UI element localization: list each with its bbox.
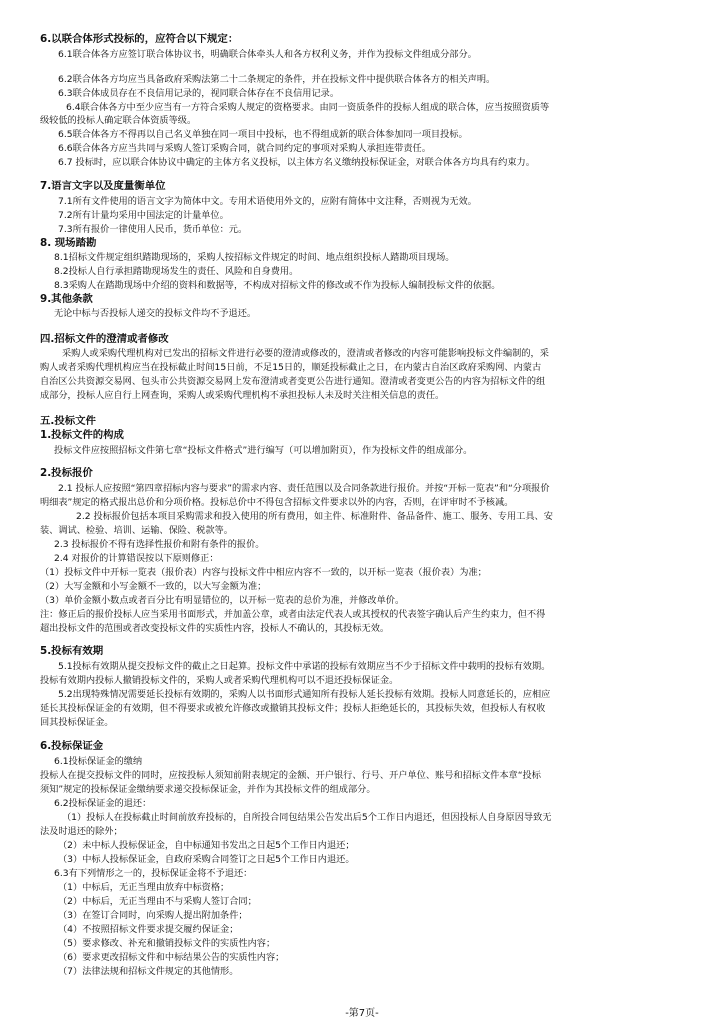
text-line: 6.6联合体各方应当共同与采购人签订采购合同，就合同约定的事项对采购人承担连带责任。: [58, 143, 431, 154]
text-line: 6.2投标保证金的退还：: [54, 798, 152, 809]
text-line: 装、调试、检验、培训、运输、保险、税款等。: [40, 525, 233, 536]
text-line: （1）中标后，无正当理由放弃中标资格；: [58, 882, 230, 893]
text-line: （3）在签订合同时，向采购人提出附加条件；: [58, 910, 248, 921]
text-line: 5.1投标有效期从提交投标文件的截止之日起算。投标文件中承诺的投标有效期应当不少于招标文件中载明的投标有效期。: [58, 661, 551, 672]
text-line: 须知”规定的投标保证金缴纳要求递交投标保证金，并作为其投标文件的组成部分。: [40, 784, 376, 795]
text-line: 2.1 投标人应按照“第四章招标内容与要求”的需求内容、责任范围以及合同条款进行报价。并按“开标一览表”和“分项报价: [58, 483, 550, 494]
heading-validity-period: 5.投标有效期: [40, 645, 104, 657]
text-line: （4）不按照招标文件要求提交履约保证金；: [58, 924, 239, 935]
text-line: 6.1投标保证金的缴纳: [54, 756, 143, 767]
text-line: 延长其投标保证金的有效期，但不得要求或被允许修改或撤销其投标文件；投标人拒绝延长的，其投标失效，但投标人有权收: [40, 703, 546, 714]
heading-bid-security: 6.投标保证金: [40, 740, 104, 752]
text-line: 成部分，投标人应自行上网查询，采购人或采购代理机构不承担投标人未及时关注相关信息的责任。: [40, 390, 445, 401]
text-line: （2）未中标人投标保证金，自中标通知书发出之日起5个工作日内退还；: [58, 840, 355, 851]
text-line: 购人或者采购代理机构应当在投标截止时间15日前，不足15日的，顺延投标截止之日，在内蒙古自治区政府采购网、内蒙古: [40, 362, 542, 373]
text-line: 8.2投标人自行承担踏勘现场发生的责任、风险和自身费用。: [54, 266, 299, 277]
text-line: 7.1所有文件使用的语言文字为简体中文。专用术语使用外文的，应附有简体中文注释，否则视为无效。: [58, 196, 477, 207]
text-line: 6.3有下列情形之一的，投标保证金将不予退还：: [54, 868, 253, 879]
text-line: （5）要求修改、补充和撤销投标文件的实质性内容；: [58, 938, 276, 949]
text-line: （7）法律法规和招标文件规定的其他情形。: [58, 966, 239, 977]
heading-document-composition: 1.投标文件的构成: [40, 429, 124, 441]
text-line: （1）投标文件中开标一览表（报价表）内容与投标文件中相应内容不一致的，以开标一览表（报价表）为准；: [40, 567, 487, 578]
text-line: 投标人在提交投标文件的同时，应按投标人须知前附表规定的金额、开户银行、行号、开户单位、账号和招标文件本章“投标: [40, 770, 541, 781]
heading-bid-price: 2.投标报价: [40, 467, 93, 479]
text-line: （3）单价金额小数点或者百分比有明显错位的，以开标一览表的总价为准，并修改单价。: [40, 595, 405, 606]
text-line: 投标文件应按照招标文件第七章“投标文件格式”进行编写（可以增加附页），作为投标文件的组成部分。: [54, 445, 473, 456]
text-line: 7.3所有报价一律使用人民币，货币单位：元。: [58, 224, 248, 235]
heading-consortium-rules: 6.以联合体形式投标的，应符合以下规定：: [40, 33, 239, 45]
text-line: 6.4联合体各方中至少应当有一方符合采购人规定的资格要求。由同一资质条件的投标人组成的联合体，应当按照资质等: [66, 102, 550, 113]
heading-bid-documents: 五.投标文件: [40, 415, 96, 427]
text-line: 7.2所有计量均采用中国法定的计量单位。: [58, 210, 229, 221]
page-number: -第7页-: [345, 1008, 379, 1019]
text-line: 投标有效期内投标人撤销投标文件的，采购人或者采购代理机构可以不退还投标保证金。: [40, 675, 399, 686]
text-line: 6.3联合体成员存在不良信用记录的，视同联合体存在不良信用记录。: [58, 88, 340, 99]
text-line: 回其投标保证金。: [40, 717, 114, 728]
text-line: 6.5联合体各方不得再以自己名义单独在同一项目中投标，也不得组成新的联合体参加同一项目投标。: [58, 129, 468, 140]
text-line: 6.1联合体各方应签订联合体协议书，明确联合体牵头人和各方权利义务，并作为投标文件组成分部分。: [58, 49, 477, 60]
text-line: 采购人或采购代理机构对已发出的招标文件进行必要的澄清或修改的，澄清或者修改的内容可能影响投标文件编制的，采: [62, 348, 549, 359]
heading-site-visit: 8. 现场踏勘: [40, 237, 97, 249]
text-line: 级较低的投标人确定联合体资质等级。: [40, 115, 197, 126]
heading-clarification: 四.招标文件的澄清或者修改: [40, 333, 169, 345]
text-line: 5.2出现特殊情况需要延长投标有效期的，采购人以书面形式通知所有投标人延长投标有效期。投标人同意延长的，应相应: [58, 689, 551, 700]
text-line: 超出投标文件的范围或者改变投标文件的实质性内容，投标人不确认的，其投标无效。: [40, 623, 390, 634]
text-line: 8.1招标文件规定组织踏勘现场的，采购人按招标文件规定的时间、地点组织投标人踏勘项目现场。: [54, 252, 455, 263]
text-line: 注：修正后的报价投标人应当采用书面形式，并加盖公章，或者由法定代表人或其授权的代表签字确认后产生约束力，但不得: [40, 609, 546, 620]
text-line: 2.2 投标报价包括本项目采购需求和投入使用的所有费用，如主件、标准附件、备品备件、施工、服务、专用工具、安: [76, 511, 553, 522]
text-line: 明细表”规定的格式报出总价和分项价格。投标总价中不得包含招标文件要求以外的内容，否则，在评审时不予核减。: [40, 497, 514, 508]
text-line: （2）大写金额和小写金额不一致的，以大写金额为准；: [40, 581, 267, 592]
text-line: 自治区公共资源交易网、包头市公共资源交易网上发布澄清或者变更公告进行通知。澄清或者变更公告的内容为招标文件的组: [40, 376, 546, 387]
heading-language-units: 7.语言文字以及度量衡单位: [40, 180, 166, 192]
text-line: 无论中标与否投标人递交的投标文件均不予退还。: [54, 308, 257, 319]
text-line: （6）要求更改招标文件和中标结果公告的实质性内容；: [58, 952, 285, 963]
text-line: 6.2联合体各方均应当具备政府采购法第二十二条规定的条件，并在投标文件中提供联合体各方的相关声明。: [58, 74, 496, 85]
text-line: 2.3 投标报价不得有选择性报价和附有条件的报价。: [54, 539, 265, 550]
text-line: 2.4 对报价的计算错误按以下原则修正：: [54, 553, 219, 564]
text-line: （2）中标后，无正当理由不与采购人签订合同；: [58, 896, 257, 907]
heading-other-terms: 9.其他条款: [40, 293, 93, 305]
text-line: 法及时退还的除外；: [40, 826, 123, 837]
text-line: 8.3采购人在踏勘现场中介绍的资料和数据等，不构成对招标文件的修改或不作为投标人编制投标文件的依据。: [54, 280, 501, 291]
text-line: （3）中标人投标保证金，自政府采购合同签订之日起5个工作日内退还。: [58, 854, 355, 865]
text-line: 6.7 投标时，应以联合体协议中确定的主体方名义投标，以主体方名义缴纳投标保证金，对联合体各方均具有约束力。: [58, 157, 535, 168]
text-line: （1）投标人在投标截止时间前放弃投标的，自所投合同包结果公告发出后5个工作日内退还，但因投标人自身原因导致无: [62, 812, 552, 823]
